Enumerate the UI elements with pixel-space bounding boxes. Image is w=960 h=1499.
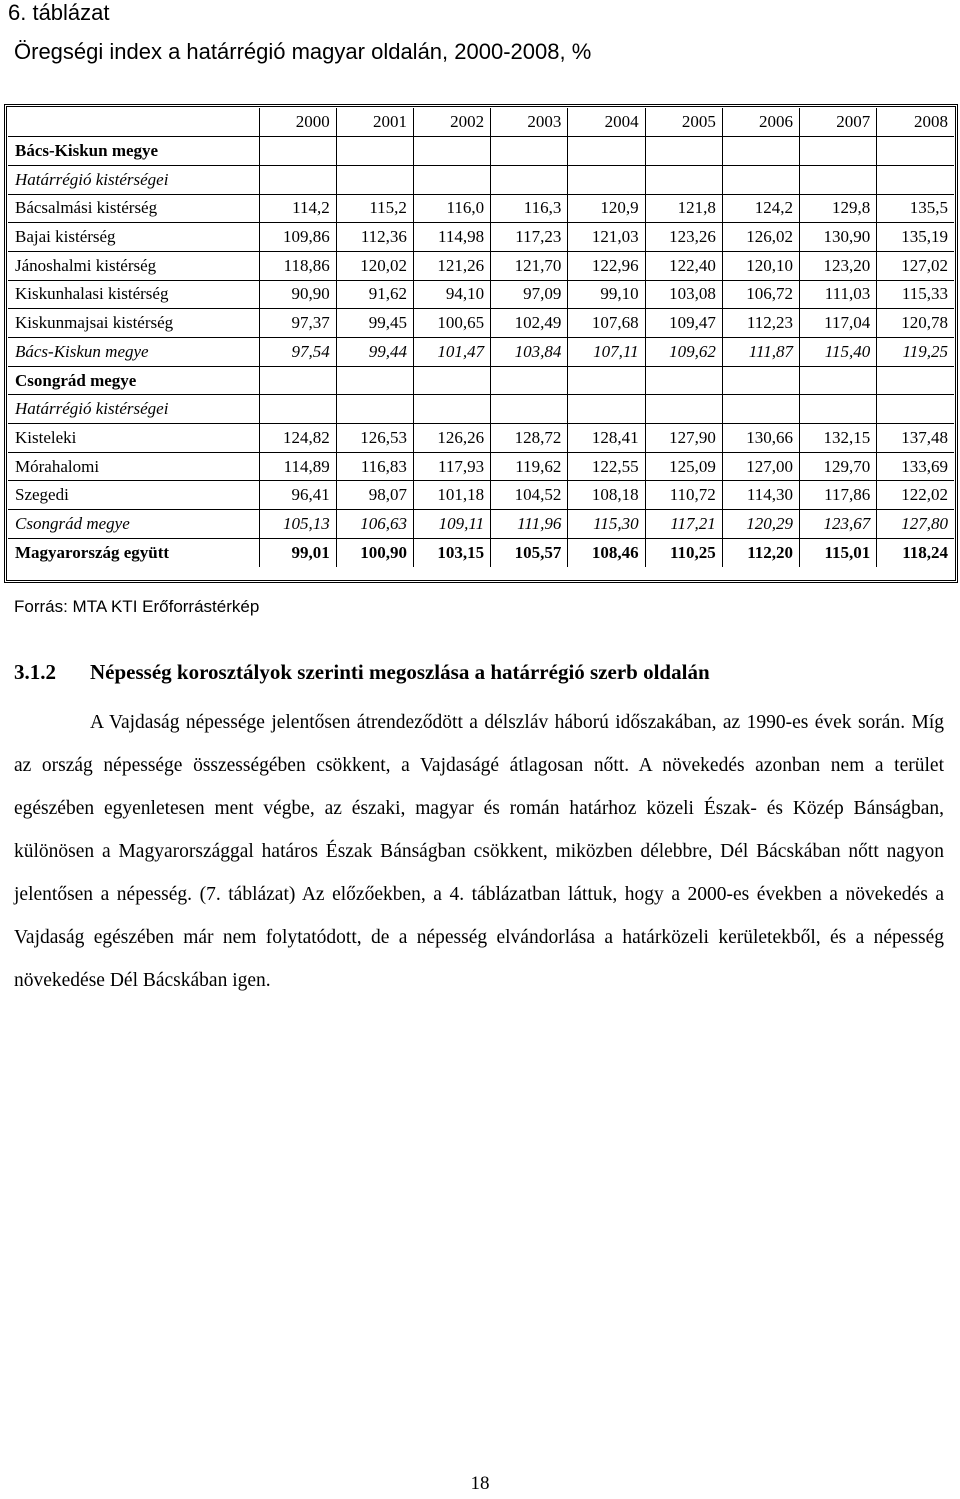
value-cell: 107,11	[568, 338, 645, 367]
value-cell: 112,20	[722, 538, 799, 567]
row-label: Határrégió kistérségei	[8, 395, 259, 424]
value-cell: 99,01	[259, 538, 336, 567]
value-cell: 108,46	[568, 538, 645, 567]
value-cell: 111,96	[491, 510, 568, 539]
table-row	[8, 137, 954, 166]
value-cell	[645, 395, 722, 424]
value-cell	[413, 137, 490, 166]
value-cell: 97,37	[259, 309, 336, 338]
table-row	[8, 338, 954, 367]
value-cell: 118,86	[259, 251, 336, 280]
value-cell: 106,72	[722, 280, 799, 309]
value-cell: 102,49	[491, 309, 568, 338]
value-cell: 127,80	[877, 510, 954, 539]
value-cell: 115,40	[800, 338, 877, 367]
value-cell: 123,20	[800, 251, 877, 280]
page-number: 18	[470, 1473, 490, 1494]
value-cell: 125,09	[645, 452, 722, 481]
value-cell	[568, 395, 645, 424]
value-cell	[800, 165, 877, 194]
value-cell	[491, 395, 568, 424]
value-cell: 101,47	[413, 338, 490, 367]
value-cell: 119,62	[491, 452, 568, 481]
value-cell: 90,90	[259, 280, 336, 309]
section-heading	[14, 657, 946, 687]
value-cell	[259, 395, 336, 424]
value-cell	[568, 137, 645, 166]
value-cell	[722, 165, 799, 194]
value-cell	[877, 395, 954, 424]
row-label: Mórahalomi	[8, 452, 259, 481]
value-cell: 117,86	[800, 481, 877, 510]
table-title: Öregségi index a határrégió magyar oldalán, 2000-2008, %	[14, 39, 592, 64]
year-header: 2006	[722, 108, 799, 137]
value-cell	[877, 165, 954, 194]
value-cell	[645, 366, 722, 395]
value-cell: 119,25	[877, 338, 954, 367]
value-cell	[491, 165, 568, 194]
value-cell: 128,41	[568, 424, 645, 453]
year-header: 2001	[336, 108, 413, 137]
value-cell: 135,19	[877, 223, 954, 252]
value-cell	[491, 366, 568, 395]
value-cell: 114,30	[722, 481, 799, 510]
value-cell: 100,65	[413, 309, 490, 338]
value-cell: 109,86	[259, 223, 336, 252]
year-header-row	[8, 108, 954, 137]
year-header: 2005	[645, 108, 722, 137]
year-header: 2007	[800, 108, 877, 137]
value-cell	[413, 165, 490, 194]
row-label: Bács-Kiskun megye	[8, 137, 259, 166]
value-cell	[877, 137, 954, 166]
table-row	[8, 424, 954, 453]
table-row	[8, 395, 954, 424]
value-cell: 135,5	[877, 194, 954, 223]
value-cell: 99,44	[336, 338, 413, 367]
value-cell: 105,57	[491, 538, 568, 567]
year-header: 2003	[491, 108, 568, 137]
table-header	[8, 108, 954, 137]
value-cell	[336, 366, 413, 395]
aging-index-table	[8, 108, 954, 567]
value-cell: 127,90	[645, 424, 722, 453]
value-cell: 99,45	[336, 309, 413, 338]
row-label: Bajai kistérség	[8, 223, 259, 252]
value-cell: 109,47	[645, 309, 722, 338]
value-cell: 122,55	[568, 452, 645, 481]
value-cell: 110,25	[645, 538, 722, 567]
table-row	[8, 280, 954, 309]
year-header: 2008	[877, 108, 954, 137]
year-header: 2002	[413, 108, 490, 137]
value-cell: 108,18	[568, 481, 645, 510]
value-cell	[413, 395, 490, 424]
value-cell	[336, 137, 413, 166]
value-cell	[336, 165, 413, 194]
value-cell: 99,10	[568, 280, 645, 309]
value-cell: 112,23	[722, 309, 799, 338]
value-cell: 112,36	[336, 223, 413, 252]
value-cell	[722, 395, 799, 424]
value-cell: 137,48	[877, 424, 954, 453]
value-cell: 120,9	[568, 194, 645, 223]
value-cell	[877, 366, 954, 395]
value-cell: 124,82	[259, 424, 336, 453]
source-note: Forrás: MTA KTI Erőforrástérkép	[14, 597, 260, 616]
row-label: Jánoshalmi kistérség	[8, 251, 259, 280]
value-cell: 91,62	[336, 280, 413, 309]
table-row	[8, 452, 954, 481]
value-cell: 116,83	[336, 452, 413, 481]
row-label: Kiskunhalasi kistérség	[8, 280, 259, 309]
value-cell: 114,98	[413, 223, 490, 252]
table-row	[8, 510, 954, 539]
value-cell: 126,02	[722, 223, 799, 252]
row-label: Bács-Kiskun megye	[8, 338, 259, 367]
table-row	[8, 165, 954, 194]
value-cell	[800, 137, 877, 166]
value-cell: 127,02	[877, 251, 954, 280]
value-cell: 115,2	[336, 194, 413, 223]
value-cell: 104,52	[491, 481, 568, 510]
value-cell: 103,84	[491, 338, 568, 367]
value-cell	[568, 165, 645, 194]
table-body	[8, 137, 954, 567]
value-cell: 109,62	[645, 338, 722, 367]
value-cell	[645, 137, 722, 166]
value-cell	[800, 366, 877, 395]
value-cell: 117,21	[645, 510, 722, 539]
value-cell: 116,0	[413, 194, 490, 223]
value-cell: 121,70	[491, 251, 568, 280]
value-cell: 126,26	[413, 424, 490, 453]
value-cell: 120,10	[722, 251, 799, 280]
value-cell: 100,90	[336, 538, 413, 567]
row-label: Szegedi	[8, 481, 259, 510]
row-label: Kisteleki	[8, 424, 259, 453]
value-cell: 118,24	[877, 538, 954, 567]
value-cell: 123,67	[800, 510, 877, 539]
value-cell	[259, 165, 336, 194]
value-cell: 94,10	[413, 280, 490, 309]
value-cell: 121,8	[645, 194, 722, 223]
value-cell: 124,2	[722, 194, 799, 223]
value-cell: 110,72	[645, 481, 722, 510]
value-cell: 120,02	[336, 251, 413, 280]
year-header: 2004	[568, 108, 645, 137]
value-cell	[336, 395, 413, 424]
value-cell: 96,41	[259, 481, 336, 510]
value-cell	[645, 165, 722, 194]
value-cell: 115,01	[800, 538, 877, 567]
row-label: Határrégió kistérségei	[8, 165, 259, 194]
value-cell: 126,53	[336, 424, 413, 453]
value-cell: 117,93	[413, 452, 490, 481]
header-corner-cell	[8, 108, 259, 137]
year-header: 2000	[259, 108, 336, 137]
body-paragraph: A Vajdaság népessége jelentősen átrendeződött a délszláv háború időszakában, az 1990-es évek során. Míg az ország népessége összességében csökkent, a Vajdaságé átlagosan nőtt. A növekedés azonban nem a terület egészében egyenletesen ment végbe, az északi, magyar és román határhoz közeli Észak- és Közép Bánságban, különösen a Magyarországgal határos Észak Bánságban csökkent, miközben délebbre, Dél Bácskában nőtt nagyon jelentősen a népesség. (7. táblázat) Az előzőekben, a 4. táblázatban láttuk, hogy a 2000-es években a növekedés a Vajdaság egészében már nem folytatódott, de a népesség elvándorlása a határközeli kerületekből, és a népesség növekedése Dél Bácskában igen.	[14, 712, 944, 991]
table-row	[8, 538, 954, 567]
row-label: Csongrád megye	[8, 510, 259, 539]
value-cell	[722, 366, 799, 395]
value-cell: 132,15	[800, 424, 877, 453]
value-cell: 114,2	[259, 194, 336, 223]
value-cell: 127,00	[722, 452, 799, 481]
value-cell: 117,04	[800, 309, 877, 338]
value-cell: 109,11	[413, 510, 490, 539]
value-cell	[568, 366, 645, 395]
table-row	[8, 223, 954, 252]
table-row	[8, 251, 954, 280]
table-label: 6. táblázat	[8, 0, 110, 25]
value-cell: 107,68	[568, 309, 645, 338]
value-cell: 120,29	[722, 510, 799, 539]
value-cell	[722, 137, 799, 166]
value-cell	[259, 137, 336, 166]
table-row	[8, 366, 954, 395]
value-cell: 128,72	[491, 424, 568, 453]
value-cell: 97,54	[259, 338, 336, 367]
value-cell: 106,63	[336, 510, 413, 539]
value-cell	[413, 366, 490, 395]
row-label: Kiskunmajsai kistérség	[8, 309, 259, 338]
table-row	[8, 481, 954, 510]
value-cell: 122,96	[568, 251, 645, 280]
value-cell: 115,33	[877, 280, 954, 309]
value-cell: 103,15	[413, 538, 490, 567]
value-cell: 122,40	[645, 251, 722, 280]
table-row	[8, 194, 954, 223]
value-cell: 120,78	[877, 309, 954, 338]
row-label: Magyarország együtt	[15, 542, 170, 562]
value-cell: 130,66	[722, 424, 799, 453]
row-label: Bácsalmási kistérség	[8, 194, 259, 223]
value-cell: 123,26	[645, 223, 722, 252]
value-cell: 98,07	[336, 481, 413, 510]
value-cell: 115,30	[568, 510, 645, 539]
value-cell: 129,8	[800, 194, 877, 223]
value-cell: 97,09	[491, 280, 568, 309]
value-cell: 130,90	[800, 223, 877, 252]
value-cell: 105,13	[259, 510, 336, 539]
value-cell: 111,87	[722, 338, 799, 367]
section-number: 3.1.2	[14, 660, 56, 684]
value-cell: 103,08	[645, 280, 722, 309]
value-cell: 121,03	[568, 223, 645, 252]
value-cell: 122,02	[877, 481, 954, 510]
value-cell	[491, 137, 568, 166]
value-cell: 111,03	[800, 280, 877, 309]
value-cell: 101,18	[413, 481, 490, 510]
value-cell: 117,23	[491, 223, 568, 252]
value-cell: 121,26	[413, 251, 490, 280]
row-label: Csongrád megye	[8, 366, 259, 395]
value-cell: 114,89	[259, 452, 336, 481]
value-cell: 133,69	[877, 452, 954, 481]
value-cell	[800, 395, 877, 424]
value-cell: 129,70	[800, 452, 877, 481]
value-cell	[259, 366, 336, 395]
section-title: Népesség korosztályok szerinti megoszlása a határrégió szerb oldalán	[90, 660, 710, 684]
value-cell: 116,3	[491, 194, 568, 223]
table-row	[8, 309, 954, 338]
